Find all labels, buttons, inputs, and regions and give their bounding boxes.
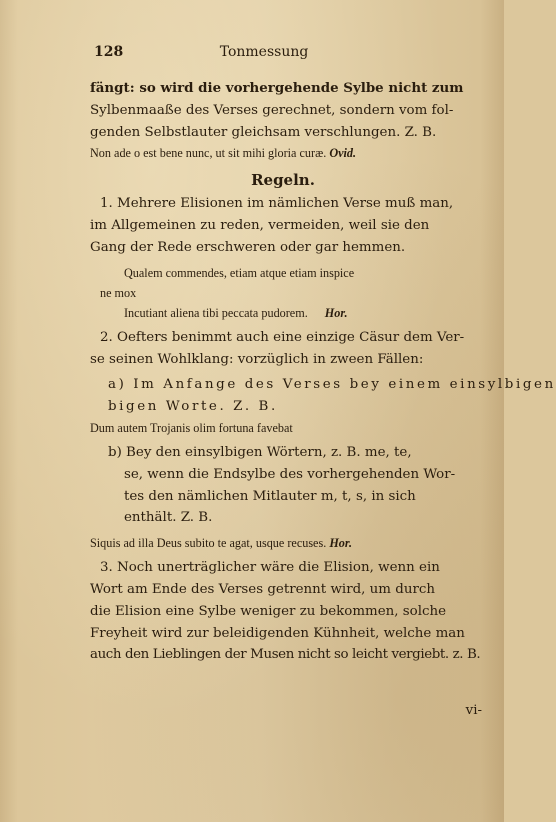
text-line: Sylbenmaaße des Verses gerechnet, sondern vom fol-: [90, 102, 454, 118]
section-heading: Regeln.: [251, 171, 315, 190]
rule-3-line: die Elision eine Sylbe weniger zu bekommen, solche: [90, 603, 447, 619]
latin-quote: [90, 143, 476, 163]
quote-text: Incutiant aliena tibi peccata pudorem.: [124, 305, 308, 320]
latin-quote-line: Qualem commendes, etiam atque etiam inspice: [124, 265, 355, 280]
sub-rule-b-line: se, wenn die Endsylbe des vorhergehenden Wor-: [124, 466, 456, 482]
quote-source: Ovid.: [329, 146, 357, 161]
quote-text: Non ade o est bene nunc, ut sit mihi gloria curæ.: [90, 146, 327, 161]
quote-source: Hor.: [324, 305, 348, 320]
sub-rule-a-line: a) Im Anfange des Verses bey einem einsylbigen: [108, 377, 556, 393]
page-number: 128: [94, 44, 124, 60]
rule-2-line: 2. Oefters benimmt auch eine einzige Cäsur dem Ver-: [100, 329, 465, 345]
latin-quote-line: [90, 303, 476, 323]
running-title: Tonmessung: [219, 44, 309, 60]
page-body: [90, 78, 556, 666]
catchword: vi-: [465, 703, 482, 718]
quote-text: Siquis ad illa Deus subito te agat, usque recuses.: [90, 536, 327, 551]
latin-quote: [90, 533, 476, 553]
text-line: fängt: so wird die vorhergehende Sylbe nicht zum: [90, 80, 464, 96]
rule-3-line: 3. Noch unerträglicher wäre die Elision, wenn ein: [100, 560, 440, 576]
rule-3-line: Freyheit wird zur beleidigenden Kühnheit, welche man: [90, 625, 465, 641]
sub-rule-a-line: bigen Worte. Z. B.: [108, 399, 278, 415]
sub-rule-b-line: tes den nämlichen Mitlauter m, t, s, in sich: [124, 488, 416, 504]
quote-source: Hor.: [329, 536, 353, 551]
rule-2-line: se seinen Wohlklang: vorzüglich in zween Fällen:: [90, 351, 424, 367]
sub-rule-b-line: b) Bey den einsylbigen Wörtern, z. B. me, te,: [108, 444, 412, 460]
latin-quote-line: ne mox: [100, 285, 137, 300]
rule-3-line: Wort am Ende des Verses getrennt wird, um durch: [90, 581, 435, 597]
rule-1-line: Gang der Rede erschweren oder gar hemmen.: [90, 239, 406, 255]
sub-rule-b-line: enthält. Z. B.: [124, 510, 213, 526]
rule-1-line: 1. Mehrere Elisionen im nämlichen Verse muß man,: [100, 196, 454, 212]
rule-1-line: im Allgemeinen zu reden, vermeiden, weil sie den: [90, 218, 430, 234]
text-line: genden Selbstlauter gleichsam verschlungen. Z. B.: [90, 124, 437, 140]
page-header: [94, 44, 434, 64]
latin-quote: Dum autem Trojanis olim fortuna favebat: [90, 420, 293, 435]
rule-3-line: auch den Lieblingen der Musen nicht so leicht vergiebt. z. B.: [90, 647, 481, 663]
